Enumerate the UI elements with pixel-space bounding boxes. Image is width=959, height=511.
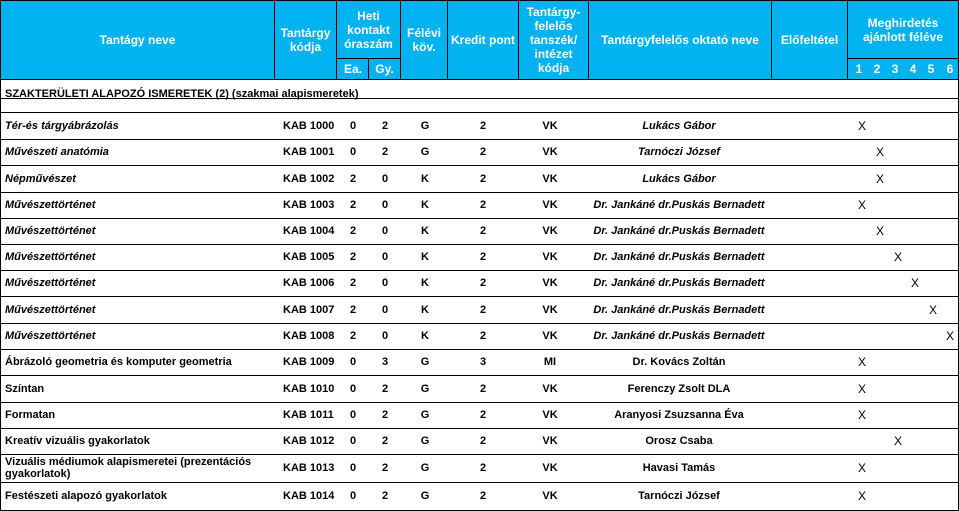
cell-teacher: Dr. Jankáné dr.Puskás Bernadett	[593, 277, 765, 289]
header-course-code: Tantárgy kódja	[280, 26, 331, 54]
cell-teacher: Dr. Kovács Zoltán	[632, 356, 726, 368]
cell-teacher: Ferenczy Zsolt DLA	[627, 382, 731, 395]
cell-ea: 0	[349, 356, 357, 368]
cell-gy: 2	[381, 119, 389, 132]
cell-code: KAB 1008	[283, 330, 335, 342]
semester-mark: X	[858, 461, 867, 475]
cell-teacher: Orosz Csaba	[645, 435, 713, 447]
cell-name: Művészettörténet	[5, 199, 96, 211]
semester-mark: X	[858, 408, 867, 422]
cell-credit: 2	[479, 251, 487, 263]
cell-dept: VK	[542, 303, 558, 316]
cell-dept: VK	[542, 409, 558, 421]
header-credit: Kredit pont	[451, 33, 515, 47]
cell-credit: 2	[479, 277, 487, 289]
cell-code: KAB 1003	[283, 199, 335, 211]
semester-mark: X	[894, 250, 903, 264]
section-title: SZAKTERÜLETI ALAPOZÓ ISMERETEK (2) (szakmai alapismeretek)	[5, 88, 359, 100]
cell-dept: VK	[542, 251, 558, 263]
cell-exam: G	[420, 119, 430, 132]
cell-exam: G	[420, 409, 430, 421]
cell-teacher: Tarnóczi József	[637, 146, 721, 158]
cell-code: KAB 1012	[283, 435, 335, 447]
cell-gy: 0	[381, 172, 389, 185]
cell-credit: 2	[479, 409, 487, 421]
cell-code: KAB 1000	[283, 119, 335, 132]
cell-teacher: Dr. Jankáné dr.Puskás Bernadett	[593, 303, 765, 316]
header-column-divider	[588, 0, 589, 79]
row-divider	[0, 79, 959, 80]
semester-mark: X	[858, 489, 867, 503]
cell-teacher: Lukács Gábor	[642, 119, 716, 132]
cell-exam: K	[421, 251, 429, 263]
header-weekly-hours: Heti kontakt óraszám	[344, 9, 393, 51]
cell-credit: 3	[479, 356, 487, 368]
cell-gy: 2	[381, 382, 389, 395]
header-column-divider	[274, 0, 275, 79]
header-column-divider	[847, 0, 848, 79]
cell-teacher: Dr. Jankáné dr.Puskás Bernadett	[593, 330, 765, 342]
row-divider	[0, 296, 959, 297]
row-divider	[0, 482, 959, 483]
semester-mark: X	[876, 145, 885, 159]
cell-credit: 2	[479, 172, 487, 185]
semester-mark: X	[858, 381, 867, 396]
row-divider	[0, 192, 959, 193]
cell-dept: VK	[542, 146, 558, 158]
cell-credit: 2	[479, 435, 487, 447]
cell-exam: G	[420, 490, 430, 502]
semester-mark: X	[911, 276, 920, 290]
cell-credit: 2	[479, 382, 487, 395]
header-exam: Félévi köv.	[406, 26, 442, 54]
header-column-divider	[518, 0, 519, 79]
semester-mark: X	[946, 329, 955, 343]
header-teacher: Tantárgyfelelős oktató neve	[601, 33, 759, 47]
cell-ea: 2	[349, 251, 357, 263]
row-divider	[0, 270, 959, 271]
cell-name: Ábrázoló geometria és komputer geometria	[5, 356, 232, 368]
cell-exam: G	[420, 146, 430, 158]
semester-mark: X	[858, 198, 867, 212]
cell-gy: 0	[381, 277, 389, 289]
cell-teacher: Dr. Jankáné dr.Puskás Bernadett	[593, 251, 765, 263]
cell-dept: VK	[542, 462, 558, 474]
cell-ea: 0	[349, 490, 357, 502]
semester-mark: X	[858, 355, 867, 369]
header-column-divider	[336, 0, 337, 79]
cell-exam: G	[420, 462, 430, 474]
cell-exam: G	[420, 382, 430, 395]
cell-teacher: Havasi Tamás	[642, 462, 716, 474]
cell-dept: MI	[543, 356, 557, 368]
row-divider	[0, 375, 959, 376]
cell-ea: 2	[349, 172, 357, 185]
cell-dept: VK	[542, 225, 558, 237]
cell-code: KAB 1001	[283, 146, 335, 158]
cell-gy: 2	[381, 462, 389, 474]
cell-gy: 0	[381, 303, 389, 316]
cell-dept: VK	[542, 277, 558, 289]
row-divider	[0, 349, 959, 350]
cell-gy: 3	[381, 356, 389, 368]
cell-teacher: Tarnóczi József	[638, 490, 720, 502]
semester-mark: X	[876, 224, 885, 238]
cell-gy: 0	[381, 225, 389, 237]
cell-ea: 2	[349, 303, 357, 316]
cell-gy: 0	[381, 330, 389, 342]
cell-exam: K	[421, 199, 429, 211]
cell-exam: K	[421, 225, 429, 237]
cell-exam: G	[420, 435, 430, 447]
cell-ea: 0	[349, 382, 357, 395]
cell-dept: VK	[542, 435, 558, 447]
cell-credit: 2	[479, 225, 487, 237]
cell-ea: 0	[349, 462, 357, 474]
cell-gy: 2	[381, 435, 389, 447]
cell-credit: 2	[479, 146, 487, 158]
cell-dept: VK	[542, 119, 558, 132]
row-divider	[0, 218, 959, 219]
cell-exam: K	[421, 330, 429, 342]
semester-number-6: 6	[946, 62, 954, 76]
cell-teacher: Lukács Gábor	[642, 172, 716, 185]
cell-name: Művészettörténet	[5, 330, 96, 342]
cell-dept: VK	[542, 330, 558, 342]
cell-dept: VK	[542, 199, 558, 211]
cell-ea: 0	[349, 146, 357, 158]
cell-dept: VK	[542, 490, 558, 502]
header-row-divider	[336, 58, 400, 59]
cell-credit: 2	[479, 119, 487, 132]
cell-gy: 0	[381, 251, 389, 263]
table-border-left	[0, 0, 1, 511]
cell-ea: 0	[349, 119, 357, 132]
header-dept: Tantárgy- felelős tanszék/ intézet kódja	[526, 5, 581, 75]
cell-exam: K	[421, 172, 429, 185]
cell-teacher: Dr. Jankáné dr.Puskás Bernadett	[593, 199, 765, 211]
semester-number-4: 4	[909, 62, 917, 76]
header-column-divider	[368, 58, 369, 79]
cell-ea: 2	[349, 199, 357, 211]
header-column-divider	[400, 0, 401, 79]
cell-teacher: Dr. Jankáné dr.Puskás Bernadett	[593, 225, 765, 237]
cell-code: KAB 1014	[283, 490, 335, 502]
cell-code: KAB 1011	[283, 409, 334, 421]
cell-gy: 2	[381, 409, 389, 421]
row-divider	[0, 428, 959, 429]
cell-credit: 2	[479, 330, 487, 342]
cell-credit: 2	[479, 462, 487, 474]
header-prereq: Előfeltétel	[780, 33, 839, 47]
cell-gy: 0	[381, 199, 389, 211]
cell-name: Formatan	[5, 409, 56, 421]
cell-code: KAB 1002	[283, 172, 335, 185]
cell-code: KAB 1007	[283, 303, 335, 316]
row-divider	[0, 402, 959, 403]
cell-name: Művészettörténet	[5, 303, 96, 316]
row-divider	[0, 139, 959, 140]
row-divider	[0, 244, 959, 245]
semester-number-3: 3	[891, 62, 899, 76]
row-divider	[0, 323, 959, 324]
cell-name: Tér-és tárgyábrázolás	[5, 119, 119, 132]
cell-name: Színtan	[5, 382, 45, 395]
semester-mark: X	[894, 434, 903, 448]
semester-mark: X	[858, 118, 867, 133]
cell-name: Művészettörténet	[5, 251, 96, 263]
semester-mark: X	[876, 171, 885, 186]
cell-code: KAB 1004	[283, 225, 335, 237]
semester-mark: X	[929, 302, 938, 317]
cell-credit: 2	[479, 490, 487, 502]
table-border-top	[0, 0, 959, 1]
cell-teacher: Aranyosi Zsuzsanna Éva	[614, 409, 744, 421]
cell-name: Művészeti anatómia	[5, 146, 109, 158]
cell-credit: 2	[479, 199, 487, 211]
cell-name: Kreatív vizuális gyakorlatok	[5, 435, 150, 447]
cell-name: Művészettörténet	[5, 225, 96, 237]
cell-code: KAB 1013	[283, 462, 335, 474]
header-row-divider	[847, 58, 958, 59]
cell-ea: 2	[349, 330, 357, 342]
cell-ea: 0	[349, 435, 357, 447]
cell-ea: 0	[349, 409, 357, 421]
cell-code: KAB 1010	[283, 382, 335, 395]
header-semester: Meghirdetés ajánlott féléve	[862, 16, 944, 44]
semester-number-2: 2	[873, 62, 881, 76]
cell-exam: G	[420, 356, 430, 368]
cell-name: Művészettörténet	[5, 277, 96, 289]
semester-number-1: 1	[855, 62, 863, 76]
header-ea: Ea.	[343, 62, 362, 76]
cell-gy: 2	[381, 490, 389, 502]
cell-code: KAB 1006	[283, 277, 335, 289]
cell-exam: K	[421, 277, 429, 289]
header-column-divider	[771, 0, 772, 79]
header-column-divider	[447, 0, 448, 79]
header-gy: Gy.	[375, 62, 394, 76]
row-divider	[0, 112, 959, 113]
row-divider	[0, 165, 959, 166]
cell-ea: 2	[349, 277, 357, 289]
cell-name: Népművészet	[5, 172, 76, 185]
header-course-name: Tantágy neve	[99, 33, 176, 47]
cell-code: KAB 1009	[283, 356, 335, 368]
cell-code: KAB 1005	[283, 251, 335, 263]
cell-ea: 2	[349, 225, 357, 237]
cell-name: Festészeti alapozó gyakorlatok	[5, 490, 167, 502]
row-divider	[0, 454, 959, 455]
semester-number-5: 5	[927, 62, 935, 76]
cell-dept: VK	[542, 382, 558, 395]
cell-credit: 2	[479, 303, 487, 316]
cell-dept: VK	[542, 172, 558, 185]
cell-name: Vizuális médiumok alapismeretei (prezentációs gyakorlatok)	[5, 456, 252, 480]
cell-exam: K	[421, 303, 429, 316]
cell-gy: 2	[381, 146, 389, 158]
